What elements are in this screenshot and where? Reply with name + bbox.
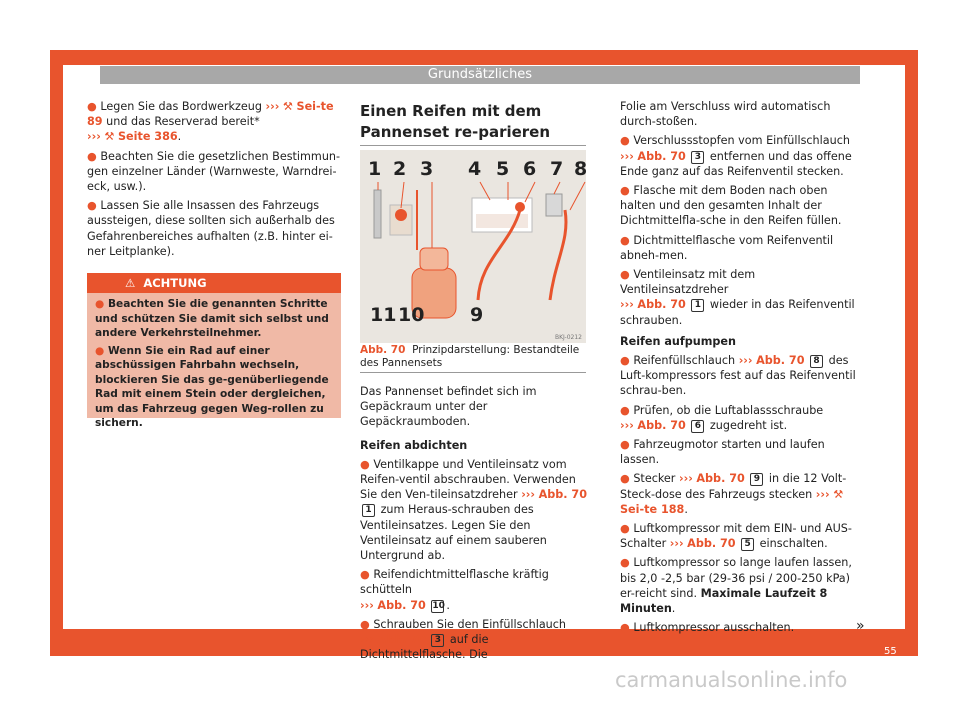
list-item: ● Luftkompressor mit dem EIN- und AUS-Schalter ››› Abb. 70 5 einschalten.	[620, 522, 852, 551]
divider	[360, 145, 586, 146]
figure-label-1: 1	[368, 158, 382, 180]
subheading: Reifen abdichten	[360, 438, 468, 452]
figure-caption: Abb. 70 Prinzipdarstellung: Bestandteile des Pannensets	[360, 344, 580, 369]
list-item: ● Schrauben Sie den Einfüllschlauch ››› Abb. 70 3 auf die Dichtmittelflasche. Die	[360, 617, 567, 662]
divider	[360, 372, 586, 373]
section-title: Einen Reifen mit dem Pannenset re-parieren	[360, 102, 551, 141]
list-item: ● Stecker ››› Abb. 70 9 in die 12 Volt-Steck-dose des Fahrzeugs stecken ››› ⚒ Sei-te 188.	[620, 472, 847, 516]
figure-label-4: 4	[468, 158, 482, 180]
left-column	[87, 99, 343, 263]
link-fig-70[interactable]: Abb. 70	[756, 354, 805, 368]
figure-label-3: 3	[420, 158, 434, 180]
watermark-text: carmanualsonline.info	[615, 668, 848, 692]
section-header: Grundsätzliches	[100, 66, 860, 84]
text-block: Folie am Verschluss wird automatisch durch-stoßen.	[620, 100, 831, 129]
list-item: ● Prüfen, ob die Luftablassschraube ››› Abb. 70 6 zugedreht ist.	[620, 403, 824, 432]
figure-label-6: 6	[523, 158, 537, 180]
link-fig-70[interactable]: Abb. 70	[637, 418, 686, 432]
link-fig-70[interactable]: Abb. 70	[377, 598, 426, 612]
intro-text: Das Pannenset befindet sich im Gepäckraum unter der Gepäckraumboden.	[360, 385, 537, 429]
list-item: ● Ventilkappe und Ventileinsatz vom Reifen-ventil abschrauben. Verwenden Sie den Ven-tileinsatzdreher ››› Abb. 70 1 zum Heraus-schrauben des Ventileinsatzes. Legen Sie den Ventileinsatz auf einem sauberen Untergrund ab.	[360, 457, 587, 563]
list-item: ● Luftkompressor so lange laufen lassen, bis 2,0 -2,5 bar (29-36 psi / 200-250 kPa) er-reicht sind. Maximale Laufzeit 8 Minuten.	[620, 556, 852, 616]
list-item: ● Reifendichtmittelflasche kräftig schütteln ››› Abb. 70 10.	[360, 568, 549, 612]
figure-code: BKJ-0212	[554, 334, 582, 341]
warning-item: ● Wenn Sie ein Rad auf einer abschüssigen Fahrbahn wechseln, blockieren Sie das ge-genüberliegende Rad mit einem Stein oder dergleichen, um das Fahrzeug gegen Weg-rollen zu sichern.	[95, 344, 329, 429]
link-fig-70[interactable]: Abb. 70	[637, 149, 686, 163]
list-item: ● Luftkompressor ausschalten.	[620, 621, 795, 635]
figure-label-5: 5	[496, 158, 510, 180]
warning-title: ACHTUNG	[143, 276, 207, 290]
wrench-icon: ⚒	[833, 487, 844, 501]
wrench-icon: ⚒	[104, 130, 115, 144]
subheading: Reifen aufpumpen	[620, 334, 736, 348]
list-item: ● Fahrzeugmotor starten und laufen lassen.	[620, 438, 825, 467]
link-fig-70[interactable]: Abb. 70	[377, 633, 426, 647]
list-item: ● Flasche mit dem Boden nach oben halten und den gesamten Inhalt der Dichtmittelfla-sche in den Reifen füllen.	[620, 184, 842, 228]
list-item: ● Legen Sie das Bordwerkzeug ››› ⚒ Sei-te 89 und das Reserverad bereit* ››› ⚒ Seite 386.	[87, 100, 334, 144]
figure-label-2: 2	[393, 158, 407, 180]
list-item: ● Reifenfüllschlauch ››› Abb. 70 8 des Luft-kompressors fest auf das Reifenventil schrau-ben.	[620, 354, 856, 398]
link-page-89[interactable]: Sei-te 89	[87, 100, 334, 129]
list-item: ● Beachten Sie die gesetzlichen Bestimmun-gen einzelner Länder (Warnweste, Warndrei-eck, usw.).	[87, 149, 341, 194]
list-item: ● Ventileinsatz mit dem Ventileinsatzdreher ››› Abb. 70 1 wieder in das Reifenventil schrauben.	[620, 268, 855, 327]
warning-body	[87, 293, 341, 429]
warning-triangle-icon: ⚠	[125, 276, 136, 290]
figure-label-10: 10	[398, 304, 425, 326]
wrench-icon: ⚒	[282, 100, 293, 113]
list-item: ● Lassen Sie alle Insassen des Fahrzeugs aussteigen, diese sollten sich außerhalb des Gefahrenbereiches aufhalten (z.B. hinter ei-ner Leitplanke).	[87, 199, 335, 258]
link-page-386[interactable]: Seite 386	[118, 130, 178, 144]
link-fig-70[interactable]: Abb. 70	[696, 472, 745, 486]
figure-label-11: 11	[370, 304, 397, 326]
continued-marker: »	[856, 618, 865, 634]
middle-column-text	[360, 384, 588, 666]
list-item: ● Verschlussstopfen vom Einfüllschlauch ››› Abb. 70 3 entfernen und das offene Ende ganz auf das Reifenventil stecken.	[620, 134, 852, 178]
warning-item: ● Beachten Sie die genannten Schritte und schützen Sie damit sich selbst und andere Verkehrsteilnehmer.	[95, 298, 329, 339]
figure-label-7: 7	[550, 158, 564, 180]
link-fig-70[interactable]: Abb. 70	[687, 537, 736, 551]
figure-label-8: 8	[574, 158, 588, 180]
link-page-188[interactable]: Sei-te 188	[620, 502, 685, 516]
link-fig-70[interactable]: Abb. 70	[637, 298, 686, 312]
page-number: 55	[884, 646, 897, 657]
right-column	[620, 99, 860, 640]
link-fig-70[interactable]: Abb. 70	[538, 488, 587, 502]
warning-header	[87, 273, 341, 293]
figure-repair-kit	[360, 150, 586, 343]
list-item: ● Dichtmittelflasche vom Reifenventil abneh-men.	[620, 233, 834, 262]
figure-label-9: 9	[470, 304, 484, 326]
